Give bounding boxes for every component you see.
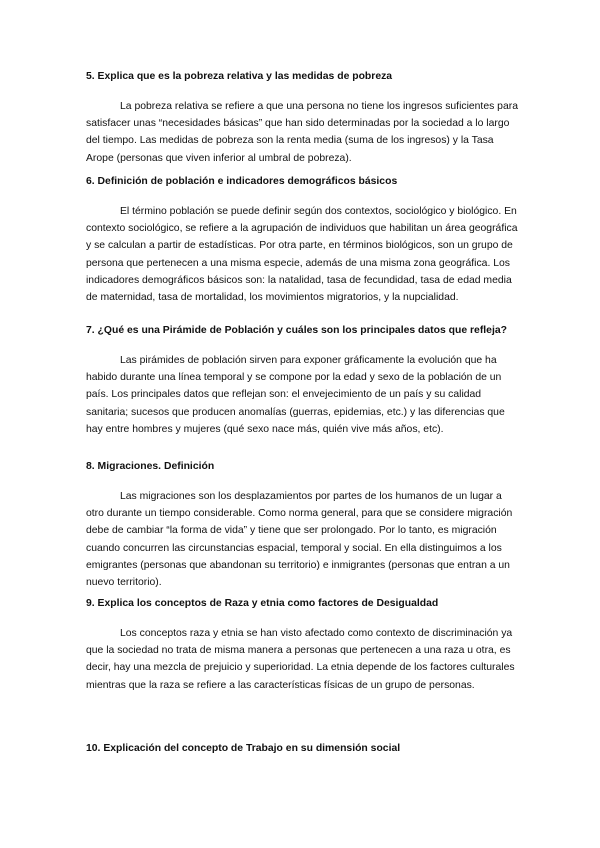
- section-5-paragraph: La pobreza relativa se refiere a que una persona no tiene los ingresos suficientes para satisfacer unas “necesidades básicas” que han sido determinadas por la sociedad a lo largo del tiempo. Las medidas de pobreza son la renta media (suma de los ingresos) y la Tasa Arope (personas que viven inferior al umbral de pobreza).: [86, 101, 518, 164]
- section-6: [86, 175, 518, 316]
- section-5: [86, 70, 518, 177]
- section-8: [86, 460, 518, 601]
- section-7-paragraph: Las pirámides de población sirven para exponer gráficamente la evolución que ha habido durante una línea temporal y se compone por la edad y sexo de la población de un país. Los principales datos que reflejan son: el envejecimiento de un país y su calidad sanitaria; sucesos que producen anomalías (guerras, epidemias, etc.) y las diferencias que hay entre hombres y mujeres (qué sexo nace más, quién vive más años, etc).: [86, 355, 505, 435]
- section-7: [86, 324, 518, 448]
- section-5-heading: 5. Explica que es la pobreza relativa y las medidas de pobreza: [86, 71, 393, 82]
- section-9: [86, 597, 518, 704]
- section-8-heading: 8. Migraciones. Definición: [86, 461, 215, 472]
- section-9-heading: 9. Explica los conceptos de Raza y etnia como factores de Desigualdad: [86, 598, 439, 609]
- section-6-paragraph: El término población se puede definir según dos contextos, sociológico y biológico. En contexto sociológico, se refiere a la agrupación de individuos que habilitan un área geográfica y se calculan a partir de estadísticas. Por otra parte, en términos biológicos, son un grupo de persona que pertenecen a una misma especie, además de una misma zona geográfica. Los indicadores demográficos básicos son: la natalidad, tasa de fecundidad, tasa de edad media de maternidad, tasa de mortalidad, los movimientos migratorios, y la nupcialidad.: [86, 206, 518, 304]
- section-9-paragraph: Los conceptos raza y etnia se han visto afectado como contexto de discriminación ya que la sociedad no trata de misma manera a personas que pertenecen a una raza u otra, es decir, hay una mezcla de prejuicio y superioridad. La etnia depende de los factores culturales mientras que la raza se refiere a las características físicas de un grupo de personas.: [86, 628, 515, 691]
- section-10: [86, 742, 518, 770]
- section-10-heading: 10. Explicación del concepto de Trabajo en su dimensión social: [86, 743, 401, 754]
- section-7-heading: 7. ¿Qué es una Pirámide de Población y cuáles son los principales datos que refleja?: [86, 325, 507, 336]
- section-8-paragraph: Las migraciones son los desplazamientos por partes de los humanos de un lugar a otro durante un tiempo considerable. Como norma general, para que se considere migración debe de cambiar “la forma de vida” y tiene que ser prolongado. Por lo tanto, es migración cuando concurren las circunstancias espacial, temporal y social. En ella distinguimos a los emigrantes (personas que abandonan su territorio) e inmigrantes (personas que entran a un nuevo territorio).: [86, 491, 513, 589]
- section-6-heading: 6. Definición de población e indicadores demográficos básicos: [86, 176, 398, 187]
